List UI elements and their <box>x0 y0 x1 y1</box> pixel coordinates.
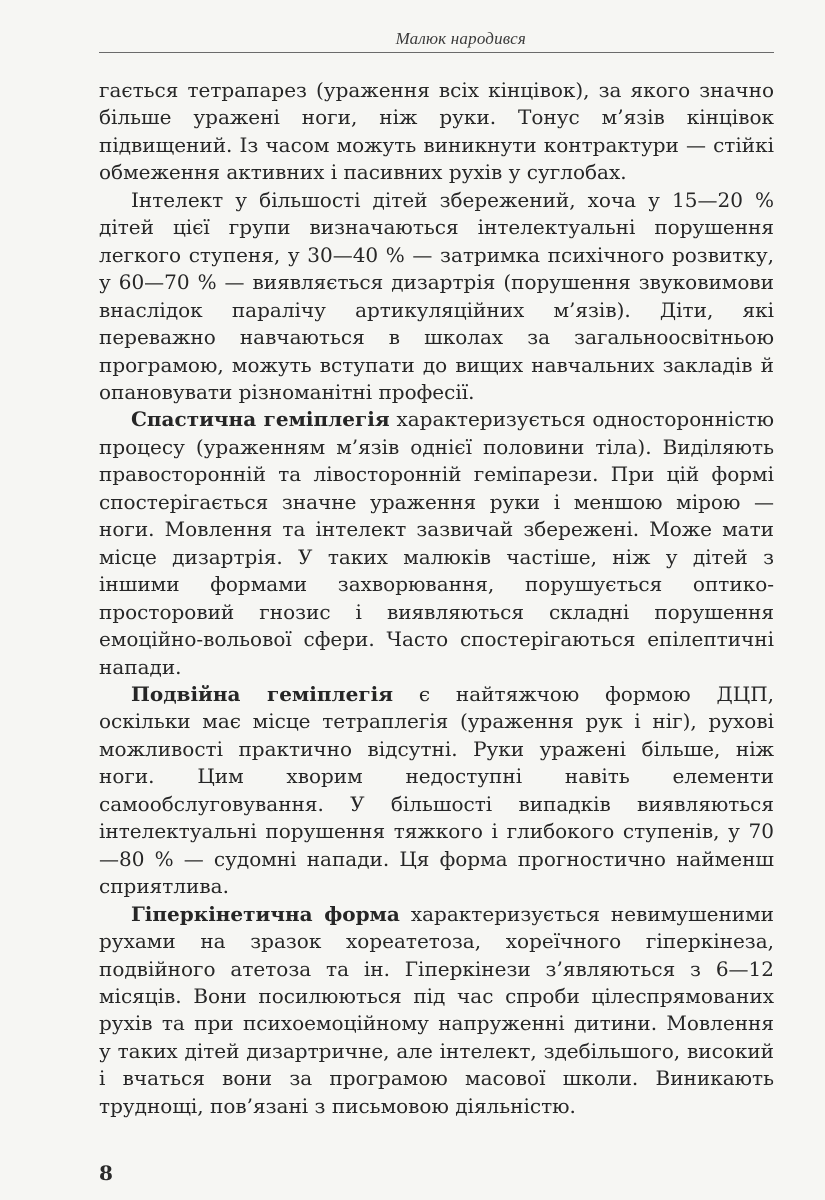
paragraph-text: характеризується односторонністю процесу (ураженням м’язів однієї половини тіла). Виділяють правосторонній та лівосторонній геміпарези. При цій формі спостерігається значне ураження руки і меншою мірою — ноги. Мовлення та інтелект зазвичай збережені. Може мати місце дизартрія. У таких малюків частіше, ніж у дітей з іншими формами захворювання, порушується оптико-просторовий гнозис і виявляються складні порушення емоційно-вольової сфери. Часто спостерігаються епілептичні напади. <box>99 407 775 679</box>
term-spastic-hemiplegia: Спастична геміплегія <box>131 407 390 432</box>
paragraph-spastic-hemiplegia <box>99 406 774 681</box>
body-text <box>99 77 774 1120</box>
paragraph-double-hemiplegia <box>99 681 774 901</box>
paragraph-text: є найтяжчою формою ДЦП, оскільки має місце тетраплегія (ураження рук і ніг), рухові можливості практично відсутні. Руки уражені більше, ніж ноги. Цим хворим недоступні навіть елементи самообслуговування. У більшості випадків виявляються інтелектуальні порушення тяжкого і глибокого ступенів, у 70—80 % — судомні напади. Ця форма прогностично найменш сприятлива. <box>99 681 774 899</box>
paragraph-hyperkinetic-form <box>99 901 774 1121</box>
paragraph-text: Інтелект у більшості дітей збережений, хоча у 15—20 % дітей цієї групи визначаються інтелектуальні порушення легкого ступеня, у 30—40 % — затримка психічного розвитку, у 60—70 % — виявляється дизартрія (порушення звуковимови внаслідок паралічу артикуляційних м’язів). Діти, які переважно навчаються в школах за загальноосвітньою програмою, можуть вступати до вищих навчальних закладів й опановувати різноманітні професії. <box>99 187 774 404</box>
paragraph-text: гається тетрапарез (ураження всіх кінцівок), за якого значно більше уражені ноги, ніж руки. Тонус м’язів кінцівок підвищений. Із часом можуть виникнути контрактури — стійкі обмеження активних і пасивних рухів у суглобах. <box>99 78 774 185</box>
page-number: 8 <box>99 1161 113 1185</box>
paragraph-intellect <box>99 187 774 407</box>
running-header <box>99 20 774 53</box>
paragraph-text: характеризується невимушеними рухами на зразок хореатетоза, хореїчного гіперкінеза, подвійного атетоза та ін. Гіперкінези з’являються з 6—12 місяців. Вони посилюються під час спроби цілеспрямованих рухів та при психоемоційному напруженні дитини. Мовлення у таких дітей дизартричне, але інтелект, здебільшого, високий і вчаться вони за програмою масової школи. Виникають труднощі, пов’язані з письмовою діяльністю. <box>99 901 774 1118</box>
paragraph-continuation <box>99 77 774 187</box>
term-hyperkinetic-form: Гіперкінетична форма <box>131 901 400 926</box>
running-title: Малюк народився <box>395 29 526 48</box>
term-double-hemiplegia: Подвійна геміплегія <box>131 681 393 706</box>
